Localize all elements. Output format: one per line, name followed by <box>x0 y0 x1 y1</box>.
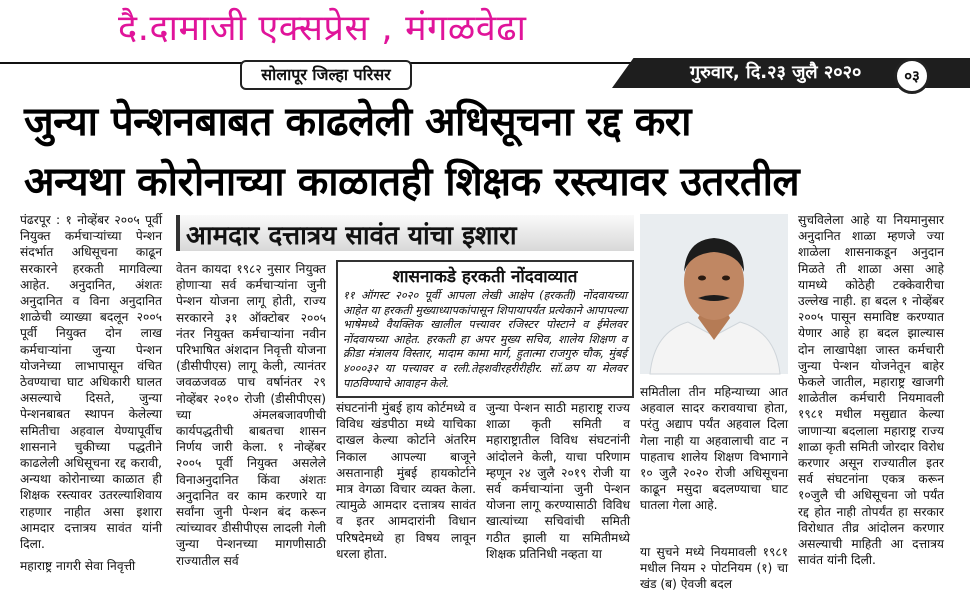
person-portrait-icon <box>640 214 788 374</box>
column-2-text: वेतन कायदा १९८२ नुसार नियुक्त होणाऱ्या सर्व कर्मचाऱ्यांना जुनी पेन्शन योजना लागू होती, राज्य सरकारने ३१ ऑक्टोबर २००५ नंतर नियुक्त कर्मचाऱ्यांना नवीन परिभाषित अंशदान निवृत्ती योजना (डीसीपीएस) लागू केली, त्यानंतर जवळजवळ पाच वर्षानंतर २९ नोव्हेंबर २०१० रोजी (डीसीपीएस) च्या अंमलबजावणीची कार्यपद्धतीची बाबतचा शासन निर्णय जारी केला. १ नोव्हेंबर २००५ पूर्वी नियुक्त असलेले विनाअनुदानित किंवा अंशतः अनुदानित वर काम करणारे या सर्वांना जुनी पेन्शन बंद करून त्यांच्यावर डीसीपीएस लादली गेली जुन्या पेन्शनच्या मागणीसाठी राज्यातील सर्व <box>176 262 326 568</box>
column-1-text: पंढरपूर : १ नोव्हेंबर २००५ पूर्वी नियुक्त कर्मचाऱ्यांच्या पेन्शन संदर्भात अधिसूचना काढून सरकारने हरकती मागविल्या आहेत. अनुदानित, अंशतः अनुदानित व विना अनुदानित शाळेची व्याख्या बदलून २००५ पूर्वी नियुक्त दोन लाख कर्मचाऱ्यांना जुन्या पेन्शन योजनेच्या लाभापासून वंचित ठेवण्याचा घाट अधिकारी घालत असल्याचे दिसते, जुन्या पेन्शनबाबत स्थापन केलेल्या समितीचा अहवाल येण्यापूर्वीच शासनाने चुकीच्या पद्धतीने काढलेली अधिसूचना रद्द करावी, अन्यथा कोरोनाच्या काळात ही शिक्षक रस्त्यावर उतरल्याशिवाय राहणार नाहीत असा इशारा आमदार दत्तात्रय सावंत यांनी दिला. <box>20 213 162 552</box>
article-column-5-last <box>640 544 788 592</box>
column-5-text: समितीला तीन महिन्याच्या आत अहवाल सादर करावयाचा होता, परंतु अद्याप पर्यंत अहवाल दिला गेला नाही या अहवालाची वाट न पाहताच शालेय शिक्षण विभागाने १० जुलै २०२० रोजी अधिसूचना काढून मसुदा बदलण्याचा घाट घातला गेला आहे. <box>640 385 788 513</box>
headline-line-2: अन्यथा कोरोनाच्या काळातही शिक्षक रस्त्यावर उतरतील <box>24 159 800 205</box>
article-column-6 <box>798 212 944 574</box>
masthead <box>0 0 970 58</box>
column-3-text: संघटनांनी मुंबई हाय कोर्टमध्ये व विविध खंडपीठा मध्ये याचिका दाखल केल्या कोर्टाने अंतरिम निकाल आपल्या बाजूने असतानाही मुंबई हायकोर्टाने मात्र वेगळा विचार व्यक्त केला. त्यामुळे आमदार दत्तात्रय सावंत व इतर आमदारांनी विधान परिषदेमध्ये हा विषय लावून धरला होता. <box>336 401 476 561</box>
headline-line-1: जुन्या पेन्शनबाबत काढलेली अधिसूचना रद्द करा <box>24 99 692 145</box>
article-column-3 <box>336 400 476 570</box>
column-5-last-line: या सुचने मध्ये नियमावली १९८१ मधील नियम २ पोटनियम (१) चा खंड (ब) ऐवजी बदल <box>640 545 788 592</box>
column-1-last-line: महाराष्ट्र नागरी सेवा निवृत्ती <box>20 559 136 573</box>
page-number: ०३ <box>894 58 930 94</box>
article-column-5 <box>640 384 788 544</box>
column-4-text: जुन्या पेन्शन साठी महाराष्ट्र राज्य शाळा कृती समिती व महाराष्ट्रातील विविध संघटनांनी आंदोलने केली, याचा परिणाम म्हणून २४ जुलै २०१९ रोजी या सर्व कर्मचाऱ्यांना जुनी पेन्शन योजना लागू करण्यासाठी विविध खात्यांच्या सचिवांची समिती गठीत झाली या समितीमध्ये शिक्षक प्रतिनिधी नव्हता या <box>486 401 630 561</box>
notice-body: ११ ऑगस्ट २०२० पूर्वी आपला लेखी आक्षेप (हरकती) नोंदवायच्या आहेत या हरकती मुख्याध्यापकांपासून शिपायापर्यंत प्रत्येकाने आपापल्या भाषेमध्ये वैयक्तिक खालील पत्त्यावर रजिस्टर पोस्टाने व ईमेलवर नोंदवायच्या आहेत. हरकती हा अपर मुख्य सचिव, शालेय शिक्षण व क्रीडा मंत्रालय विस्तार, मादाम कामा मार्ग, हुतात्मा राजगुरु चौक, मुंबई ४०००३२ या पत्त्यावर व रली.तेहशवीरहरीरीहीर. सॉ.ळप या मेलवर पाठविण्याचे आवाहन केले. <box>343 289 627 390</box>
notice-title: शासनाकडे हरकती नोंदवाव्यात <box>392 267 578 287</box>
article-column-2 <box>176 261 326 568</box>
subheadline: आमदार दत्तात्रय सावंत यांचा इशारा <box>186 221 517 251</box>
column-6-text: सुचविलेला आहे या नियमानुसार अनुदानित शाळा म्हणजे ज्या शाळेला शासनाकडून अनुदान मिळते ती शाळा असा आहे यामध्ये कोठेही टक्केवारीचा उल्लेख नाही. हा बदल १ नोव्हेंबर २००५ पासून समाविष्ट करण्यात येणार आहे हा बदल झाल्यास दोन लाखापेक्षा जास्त कर्मचारी जुन्या पेन्शन योजनेतून बाहेर फेकले जातील, महाराष्ट्र खाजगी शाळेतील कर्मचारी नियमावली १९८१ मधील मसुद्यात केल्या जाणाऱ्या बदलाला महाराष्ट्र राज्य शाळा कृती समिती जोरदार विरोध करणार असून राज्यातील इतर सर्व संघटनांना एकत्र करून १०जुलै ची अधिसूचना जो पर्यंत रद्द होत नाही तोपर्यंत हा सरकार विरोधात तीव्र आंदोलन करणार असल्याची माहिती आ दत्तात्रय सावंत यांनी दिली. <box>798 213 944 568</box>
issue-date: गुरुवार, दि.२३ जुलै २०२० <box>690 62 862 83</box>
article-column-4 <box>486 400 630 570</box>
newspaper-name: दै.दामाजी एक्सप्रेस , मंगळवेढा <box>118 8 527 49</box>
section-label: सोलापूर जिल्हा परिसर <box>240 60 412 90</box>
article-column-1 <box>20 212 162 558</box>
notice-box <box>336 260 634 398</box>
article-column-1-last <box>20 558 162 576</box>
portrait-photo <box>640 214 788 374</box>
